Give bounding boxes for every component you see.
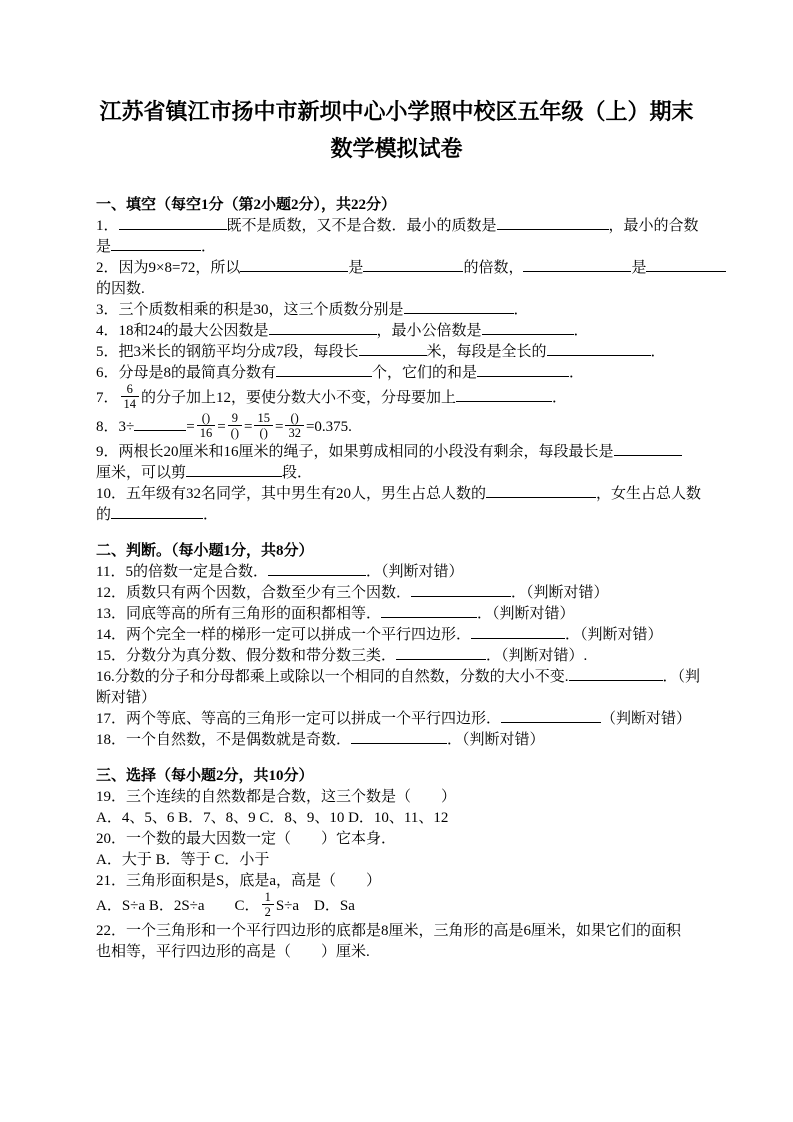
text-run: =0.375. — [305, 418, 352, 435]
question-line — [96, 442, 697, 463]
text-run: ． — [201, 239, 217, 255]
question-line — [96, 850, 697, 871]
text-run: ． — [203, 507, 219, 523]
question-line — [96, 787, 697, 808]
question-line — [96, 384, 697, 413]
question-line — [96, 709, 697, 730]
text-run: 3．三个质数相乘的积是30，这三个质数分别是 — [96, 302, 404, 318]
text-run: 10．五年级有32名同学，其中男生有20人，男生占总人数的 — [96, 486, 487, 502]
text-run: A．4、5、6 B．7、8、9 C．8、9、10 D．10、11、12 — [96, 810, 449, 826]
text-run: 既不是质数，又不是合数．最小的质数是 — [226, 218, 497, 234]
text-run: ．（判断对错） — [477, 606, 575, 622]
text-run: A．S÷a B．2S÷a C． — [96, 897, 260, 914]
answer-blank — [456, 388, 552, 402]
text-run: 2．因为9×8=72，所以 — [96, 260, 241, 276]
text-run: 6．分母是8的最简真分数有 — [96, 365, 277, 381]
text-run: 个，它们的和是 — [372, 365, 478, 381]
answer-blank — [404, 300, 514, 314]
answer-blank — [134, 417, 186, 431]
fraction — [285, 411, 304, 440]
text-run: ，女生占总人数 — [596, 486, 702, 502]
fraction-numerator: 1 — [262, 890, 274, 905]
question-line — [96, 921, 697, 942]
fraction-numerator: () — [285, 411, 304, 426]
page-title: 江苏省镇江市扬中市新坝中心小学照中校区五年级（上）期末数学模拟试卷 — [99, 99, 694, 161]
text-run: ． — [513, 302, 529, 318]
question-line — [96, 279, 697, 300]
question-line — [96, 321, 697, 342]
answer-blank — [477, 363, 569, 377]
text-run: 14．两个完全一样的梯形一定可以拼成一个平行四边形． — [96, 627, 472, 643]
text-run: ．（判断对错） — [447, 732, 545, 748]
fraction-denominator: 16 — [199, 426, 213, 440]
text-run: 17．两个等底、等高的三角形一定可以拼成一个平行四边形． — [96, 711, 502, 727]
question-line — [96, 216, 697, 237]
text-run: 的倍数， — [463, 260, 524, 276]
text-run: ．（判断对错） — [365, 564, 464, 580]
text-run: 断对错） — [96, 690, 157, 706]
fraction — [197, 411, 216, 440]
question-line — [96, 604, 697, 625]
answer-blank — [381, 604, 477, 618]
question-line — [96, 688, 697, 709]
text-run: 7． — [96, 389, 119, 406]
answer-blank — [486, 484, 596, 498]
text-run: 是 — [96, 239, 112, 255]
question-line — [96, 730, 697, 751]
answer-blank — [614, 442, 682, 456]
fraction-denominator: () — [259, 426, 268, 440]
text-run: 1． — [96, 218, 119, 234]
answer-blank — [471, 625, 565, 639]
answer-blank — [547, 342, 651, 356]
text-run: ．（判断对错） — [565, 627, 663, 643]
text-run: （判断对错） — [601, 711, 692, 727]
answer-blank — [497, 216, 609, 230]
question-line — [96, 829, 697, 850]
text-run: 4．18和24的最大公因数是 — [96, 323, 269, 339]
text-run: 5．把3米长的钢筋平均分成7段，每段长 — [96, 344, 359, 360]
fraction — [254, 411, 273, 440]
text-run: 15．分数分为真分数、假分数和带分数三类． — [96, 648, 397, 664]
text-run: = — [217, 418, 226, 435]
text-run: ． — [569, 365, 585, 381]
text-run: 19．三个连续的自然数都是合数，这三个数是（ ） — [96, 789, 457, 805]
question-line — [96, 942, 697, 963]
answer-blank — [240, 258, 348, 272]
answer-blank — [501, 709, 601, 723]
text-run: 11．5的倍数一定是合数． — [96, 564, 268, 580]
text-run: 13．同底等高的所有三角形的面积都相等． — [96, 606, 382, 622]
text-run: ，最小公倍数是 — [376, 323, 482, 339]
question-line — [96, 463, 697, 484]
text-run: 是 — [348, 260, 364, 276]
answer-blank — [351, 730, 447, 744]
question-line — [96, 667, 701, 688]
question-line — [96, 871, 697, 892]
fraction-numerator: 15 — [254, 411, 273, 426]
fraction — [262, 890, 274, 919]
question-line — [96, 808, 697, 829]
text-run: 12．质数只有两个因数，合数至少有三个因数． — [96, 585, 412, 601]
text-run: 厘米，可以剪 — [96, 465, 187, 481]
text-run: 段． — [282, 465, 313, 481]
question-line — [96, 562, 697, 583]
answer-blank — [269, 321, 377, 335]
answer-blank — [363, 258, 463, 272]
text-run: 20．一个数的最大因数一定（ ）它本身． — [96, 831, 397, 847]
answer-blank — [186, 463, 282, 477]
answer-blank — [111, 505, 203, 519]
fraction-numerator: 6 — [121, 382, 140, 397]
text-run: ．（判 — [662, 669, 701, 685]
answer-blank — [268, 562, 366, 576]
answer-blank — [523, 258, 631, 272]
text-run: 米，每段是全长的 — [426, 344, 547, 360]
text-run: 的 — [96, 507, 112, 523]
text-run: 16.分数的分子和分母都乘上或除以一个相同的自然数，分数的大小不变. — [96, 669, 569, 685]
text-run: 的因数. — [96, 281, 145, 297]
fraction-denominator: 14 — [123, 397, 137, 411]
text-run: ．（判断对错）. — [486, 648, 588, 664]
fraction-denominator: 2 — [264, 905, 271, 919]
text-run: ，最小的合数 — [608, 218, 699, 234]
text-run: 9．两根长20厘米和16厘米的绳子，如果剪成相同的小段没有剩余，每段最长是 — [96, 444, 614, 460]
text-run: A．大于 B．等于 C．小于 — [96, 852, 270, 868]
text-run: S÷a D．Sa — [275, 897, 355, 914]
question-line — [96, 258, 697, 279]
question-line — [96, 237, 697, 258]
answer-blank — [119, 216, 227, 230]
answer-blank — [482, 321, 574, 335]
text-run: ．（判断对错） — [511, 585, 609, 601]
question-line — [96, 892, 697, 921]
answer-blank — [646, 258, 726, 272]
text-run: 22．一个三角形和一个平行四边形的底都是8厘米，三角形的高是6厘米，如果它们的面积 — [96, 923, 682, 939]
question-line — [96, 342, 697, 363]
question-line — [96, 300, 697, 321]
text-run: = — [274, 418, 284, 435]
fraction — [121, 382, 140, 411]
section-heading: 二、判断。（每小题1分，共8分） — [96, 543, 314, 559]
text-run: = — [186, 418, 195, 435]
question-line — [96, 484, 702, 505]
question-line — [96, 625, 697, 646]
fraction-denominator: () — [230, 426, 239, 440]
fraction-numerator: () — [197, 411, 216, 426]
answer-blank — [569, 667, 663, 681]
text-run: ． — [650, 344, 666, 360]
answer-blank — [396, 646, 486, 660]
question-line — [96, 413, 697, 442]
answer-blank — [411, 583, 511, 597]
text-run: ． — [552, 389, 568, 406]
text-run: = — [244, 418, 253, 435]
answer-blank — [359, 342, 427, 356]
section-heading: 三、选择（每小题2分，共10分） — [96, 768, 314, 784]
answer-blank — [111, 237, 201, 251]
fraction-numerator: 9 — [228, 411, 242, 426]
answer-blank — [276, 363, 372, 377]
question-line — [96, 505, 697, 526]
question-line — [96, 363, 697, 384]
text-run: ． — [573, 323, 589, 339]
fraction — [228, 411, 242, 440]
section-heading: 一、填空（每空1分（第2小题2分），共22分） — [96, 197, 397, 213]
text-run: 是 — [631, 260, 647, 276]
question-line — [96, 583, 697, 604]
text-run: 的分子加上12，要使分数大小不变，分母要加上 — [141, 389, 457, 406]
document-body — [96, 195, 702, 963]
question-line — [96, 646, 697, 667]
fraction-denominator: 32 — [288, 426, 301, 440]
text-run: 8．3÷ — [96, 418, 135, 435]
text-run: 18．一个自然数，不是偶数就是奇数． — [96, 732, 352, 748]
text-run: 也相等，平行四边形的高是（ ）厘米. — [96, 944, 370, 960]
text-run: 21．三角形面积是S，底是a，高是（ ） — [96, 873, 382, 889]
